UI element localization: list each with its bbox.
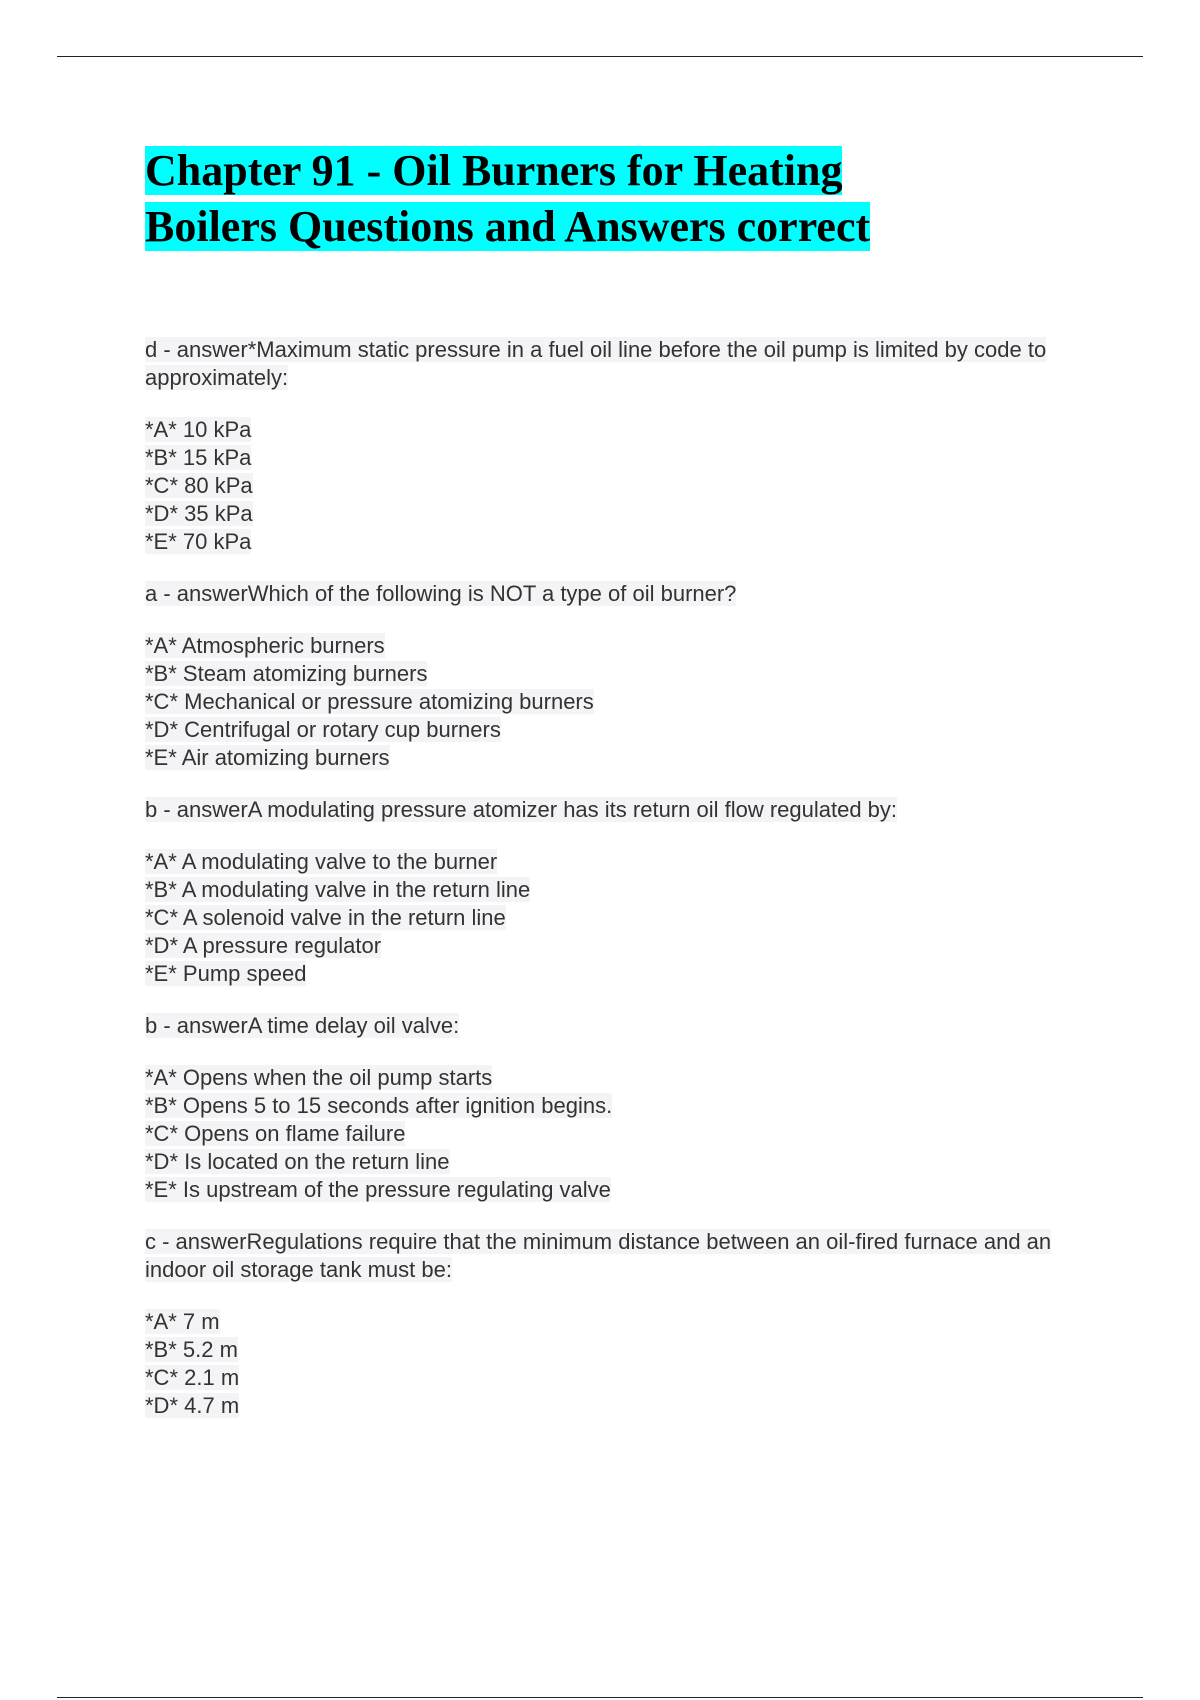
answer-option: *E* Pump speed <box>145 961 307 986</box>
answer-option: *E* Is upstream of the pressure regulating valve <box>145 1177 611 1202</box>
title-line-2: Boilers Questions and Answers correct <box>145 202 871 251</box>
answer-option: *C* 2.1 m <box>145 1365 240 1390</box>
header-rule <box>57 56 1143 57</box>
answer-option: *D* 4.7 m <box>145 1393 240 1418</box>
answer-option: *B* A modulating valve in the return line <box>145 877 531 902</box>
answer-option: *E* Air atomizing burners <box>145 745 390 770</box>
answer-options <box>145 1064 1075 1204</box>
question-item <box>145 1012 1075 1204</box>
answer-option: *C* Mechanical or pressure atomizing burners <box>145 689 594 714</box>
answer-options <box>145 632 1075 772</box>
question-text: b - answerA time delay oil valve: <box>145 1013 460 1038</box>
answer-options <box>145 416 1075 556</box>
document-title <box>145 143 1075 255</box>
answer-option: *C* Opens on flame failure <box>145 1121 406 1146</box>
answer-option: *C* A solenoid valve in the return line <box>145 905 506 930</box>
answer-options <box>145 1308 1075 1420</box>
document-body <box>145 143 1075 1444</box>
answer-options <box>145 848 1075 988</box>
question-item <box>145 580 1075 772</box>
question-text: c - answerRegulations require that the minimum distance between an oil-fired furnace and an indoor oil storage tank must be: <box>145 1229 1052 1282</box>
footer-rule <box>57 1697 1143 1698</box>
answer-option: *B* 5.2 m <box>145 1337 238 1362</box>
answer-option: *D* 35 kPa <box>145 501 253 526</box>
answer-option: *A* 7 m <box>145 1309 220 1334</box>
answer-option: *D* A pressure regulator <box>145 933 382 958</box>
answer-option: *D* Centrifugal or rotary cup burners <box>145 717 501 742</box>
question-text: a - answerWhich of the following is NOT a type of oil burner? <box>145 581 737 606</box>
question-item <box>145 796 1075 988</box>
answer-option: *E* 70 kPa <box>145 529 252 554</box>
answer-option: *A* Opens when the oil pump starts <box>145 1065 493 1090</box>
answer-option: *A* Atmospheric burners <box>145 633 385 658</box>
answer-option: *A* 10 kPa <box>145 417 252 442</box>
question-text: b - answerA modulating pressure atomizer has its return oil flow regulated by: <box>145 797 898 822</box>
answer-option: *A* A modulating valve to the burner <box>145 849 498 874</box>
question-text: d - answer*Maximum static pressure in a fuel oil line before the oil pump is limited by code to approximately: <box>145 337 1047 390</box>
answer-option: *B* 15 kPa <box>145 445 252 470</box>
answer-option: *D* Is located on the return line <box>145 1149 450 1174</box>
answer-option: *B* Steam atomizing burners <box>145 661 428 686</box>
title-line-1: Chapter 91 - Oil Burners for Heating <box>145 146 843 195</box>
answer-option: *B* Opens 5 to 15 seconds after ignition begins. <box>145 1093 613 1118</box>
question-list <box>145 336 1075 1420</box>
question-item <box>145 336 1075 556</box>
answer-option: *C* 80 kPa <box>145 473 253 498</box>
question-item <box>145 1228 1075 1420</box>
